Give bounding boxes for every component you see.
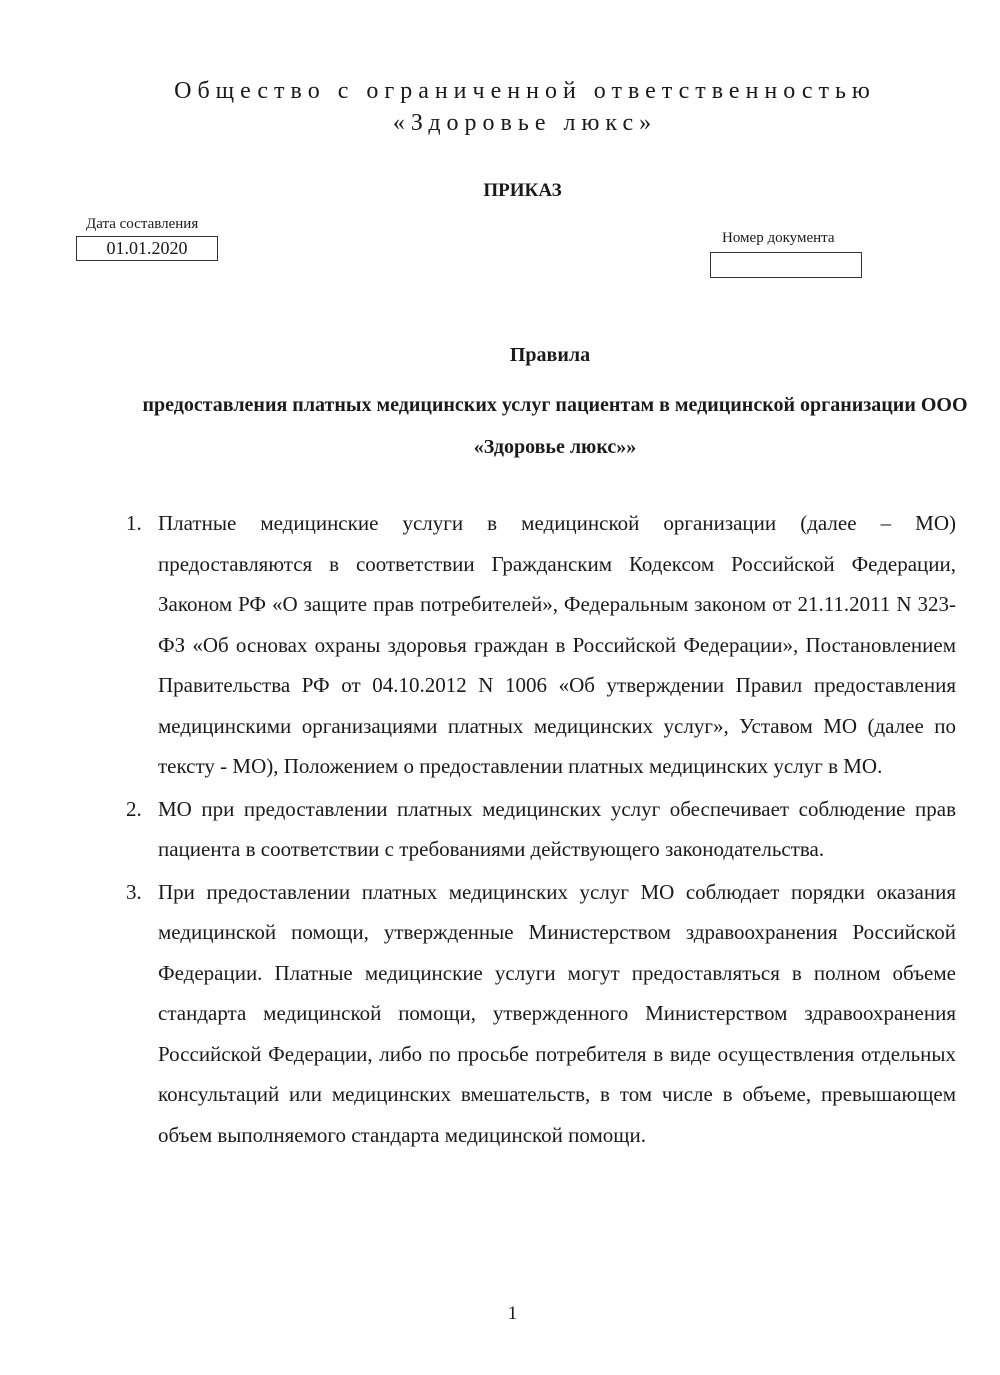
order-title: ПРИКАЗ — [483, 180, 562, 201]
document-number-field — [710, 252, 862, 278]
document-number-label: Номер документа — [722, 230, 835, 246]
rules-title: Правила — [509, 344, 591, 366]
list-item-text: МО при предоставлении платных медицинских услуг обеспечивает соблюдение прав пациента в соответствии с требованиями действующего законодательства. — [158, 796, 956, 861]
date-label: Дата составления — [86, 216, 199, 232]
list-item-number: 1. — [126, 511, 142, 535]
rules-list — [126, 503, 956, 1157]
rules-subtitle: предоставления платных медицинских услуг пациентам в медицинской организации ООО «Здоровье люкс»» — [142, 394, 968, 458]
list-item-text: Платные медицинские услуги в медицинской организации (далее – МО) предоставляются в соответствии Гражданским Кодексом Российской Федерации, Законом РФ «О защите прав потребителей», Федеральным законом от 21.11.2011 N 323-ФЗ «Об основах охраны здоровья граждан в Российской Федерации», Постановлением Правительства РФ от 04.10.2012 N 1006 «Об утверждении Правил предоставления медицинскими организациями платных медицинских услуг», Уставом МО (далее по тексту - МО), Положением о предоставлении платных медицинских услуг в МО. — [158, 511, 956, 778]
list-item-text: При предоставлении платных медицинских услуг МО соблюдает порядки оказания медицинской помощи, утвержденные Министерством здравоохранения Российской Федерации. Платные медицинские услуги могут предоставляться в полном объеме стандарта медицинской помощи, утвержденного Министерством здравоохранения Российской Федерации, либо по просьбе потребителя в виде осуществления отдельных консультаций или медицинских вмешательств, в том числе в объеме, превышающем объем выполняемого стандарта медицинской помощи. — [158, 879, 956, 1147]
organization-brand: «Здоровье люкс» — [392, 110, 658, 136]
organization-name: Общество с ограниченной ответственностью — [174, 78, 876, 104]
list-item — [126, 789, 956, 870]
date-field: 01.01.2020 — [76, 236, 218, 261]
list-item-number: 3. — [126, 879, 142, 904]
list-item-number: 2. — [126, 796, 142, 821]
list-item — [126, 872, 956, 1156]
list-item — [126, 503, 956, 787]
page-number: 1 — [507, 1303, 518, 1324]
